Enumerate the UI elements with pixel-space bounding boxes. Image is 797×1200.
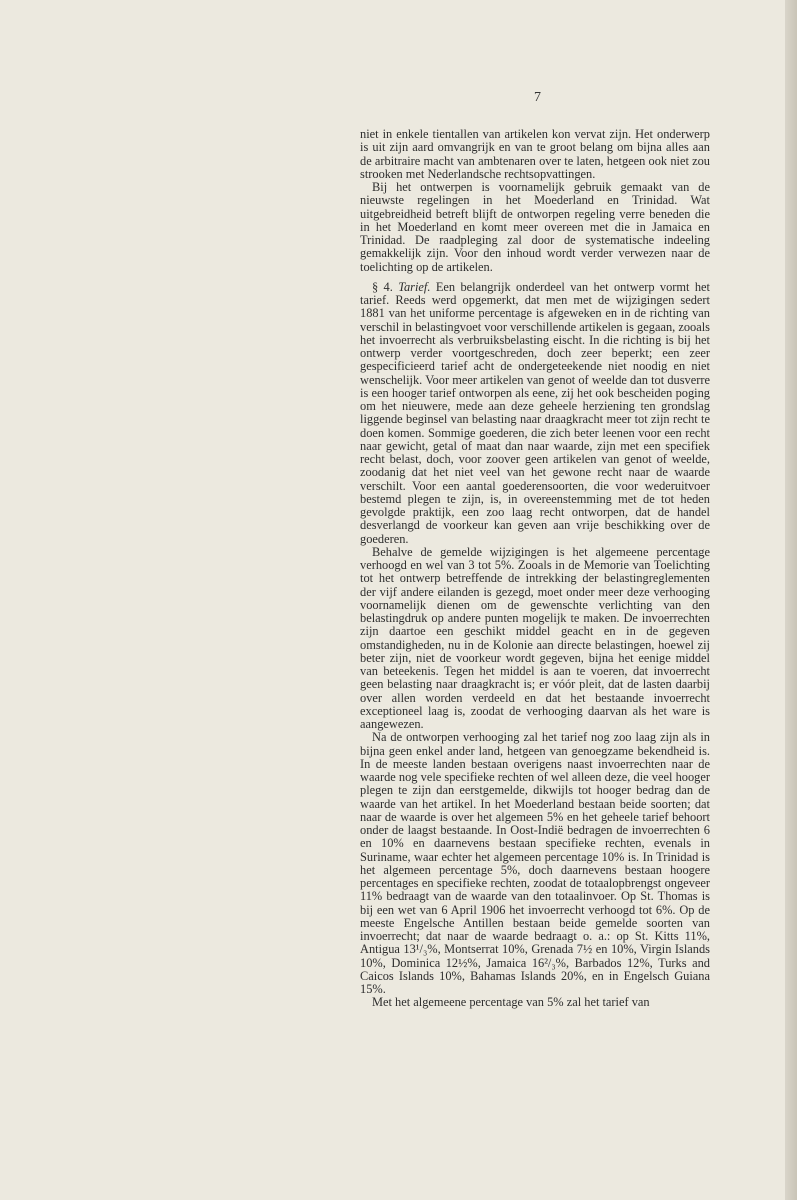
section-4-text: Een belangrijk onderdeel van het ontwerp vormt het tarief. Reeds werd opgemerkt, dat men met de wijzigingen sedert 1881 van het uniforme percentage is afgeweken en in de richting van verschil in belastingvoet voor verschillende artikelen is gegaan, zooals het invoerrecht als verbruiksbelasting eischt. In die richting is bij het ontwerp verder voortgeschreden, doch zeer beperkt; een zeer gespecificieerd tarief acht de ondergeteekende niet noodig en niet wenschelijk. Voor meer artikelen van genot of weelde dan tot dusverre is een hooger tarief ontworpen als eene, zij het ook bescheiden poging om het nieuwere, mede aan deze geheele herziening ten grondslag liggende beginsel van belasting naar draagkracht meer tot zijn recht te doen komen. Sommige goederen, die zich beter leenen voor een recht naar gewicht, getal of maat dan naar waarde, zijn met een specifiek recht belast, doch, voor zoover geen artikelen van genot of weelde, zoodanig dat het niet veel van het gewone recht naar de waarde verschilt. Voor een aantal goederensoorten, die voor wederuitvoer bestemd plegen te zijn, is, in overeenstemming met de tot heden gevolgde praktijk, een zoo laag recht ontworpen, dat de handel desverlangd de voorkeur kan geven aan vrije beschikking over de goederen. — [360, 279, 710, 546]
paragraph-2: Bij het ontwerpen is voornamelijk gebruik gemaakt van de nieuwste regelingen in het Moederland en Trinidad. Wat uitgebreidheid betreft blijft de ontworpen regeling verre beneden die in het Moederland en komt meer overeen met die in Jamaica en Trinidad. De raadpleging zal door de systematische indeeling gemakkelijk zijn. Voor den inhoud wordt verder verwezen naar de toelichting op de artikelen. — [360, 180, 710, 274]
section-marker: § 4. — [372, 279, 393, 294]
section-title: Tarief. — [398, 279, 431, 294]
section-4-paragraph — [360, 281, 710, 546]
paragraph-4: Behalve de gemelde wijzigingen is het algemeene percentage verhoogd en wel van 3 tot 5%. Zooals in de Memorie van Toelichting tot het ontwerp betreffende de intrekking der belastingreglementen der vijf andere eilanden is gezegd, moet onder meer deze verhooging voornamelijk dienen om de gewenschte verlichting van den belastingdruk op andere punten mogelijk te maken. De invoerrechten zijn daartoe een geschikt middel geacht en in de gegeven omstandigheden, nu in de Kolonie aan directe belastingen, hoewel zij beter zijn, niet de voorkeur wordt gegeven, bijna het eenige middel van beteekenis. Tegen het middel is aan te voeren, dat invoerrecht geen belasting naar draagkracht is; er vóór pleit, dat de lasten daarbij over allen worden verdeeld en dat het bestaande invoerrecht exceptioneel laag is, zoodat de verhooging daarvan als het ware is aangewezen. — [360, 544, 710, 731]
paragraph-5: Na de ontworpen verhooging zal het tarief nog zoo laag zijn als in bijna geen enkel ander land, hetgeen van genoegzame bekendheid is. In de meeste landen bestaan overigens naast invoerrechten naar de waarde nog vele specifieke rechten of wel alleen deze, die veel hooger plegen te zijn dan eerstgemelde, dikwijls tot hooger bedrag dan de waarde van het artikel. In het Moederland bestaan beide soorten; dat naar de waarde is over het algemeen 5% en het geheele tarief behoort onder de laagst bestaande. In Oost-Indië bedragen de invoerrechten 6 en 10% en daarnevens bestaan specifieke rechten, evenals in Suriname, waar echter het algemeen percentage 10% is. In Trinidad is het algemeen percentage 5%, doch daarnevens bestaan hoogere percentages en specifieke rechten, zoodat de totaalopbrengst ongeveer 11% bedraagt van de waarde van den totaalinvoer. Op St. Thomas is bij een wet van 6 April 1906 het invoerrecht verhoogd tot 6%. Op de meeste Engelsche Antillen bestaan beide gemelde soorten van invoerrecht; dat naar de waarde bedraagt o. a.: op St. Kitts 11%, Antigua 13¹/₃%, Montserrat 10%, Grenada 7½ en 10%, Virgin Islands 10%, Dominica 12½%, Jamaica 16²/₃%, Barbados 12%, Turks and Caicos Islands 10%, Bahamas Islands 20%, en in Engelsch Guiana 15%. — [360, 730, 710, 996]
body-text — [360, 128, 710, 1010]
paragraph-1: niet in enkele tientallen van artikelen kon vervat zijn. Het onderwerp is uit zijn aard omvangrijk en van te groot belang om bijna alles aan de arbitraire macht van ambtenaren over te laten, hetgeen ook niet zou strooken met Nederlandsche rechtsopvattingen. — [360, 127, 710, 181]
paragraph-6: Met het algemeene percentage van 5% zal het tarief van — [372, 995, 650, 1010]
page-number: 7 — [534, 90, 541, 105]
page-binding-edge — [785, 0, 797, 1200]
